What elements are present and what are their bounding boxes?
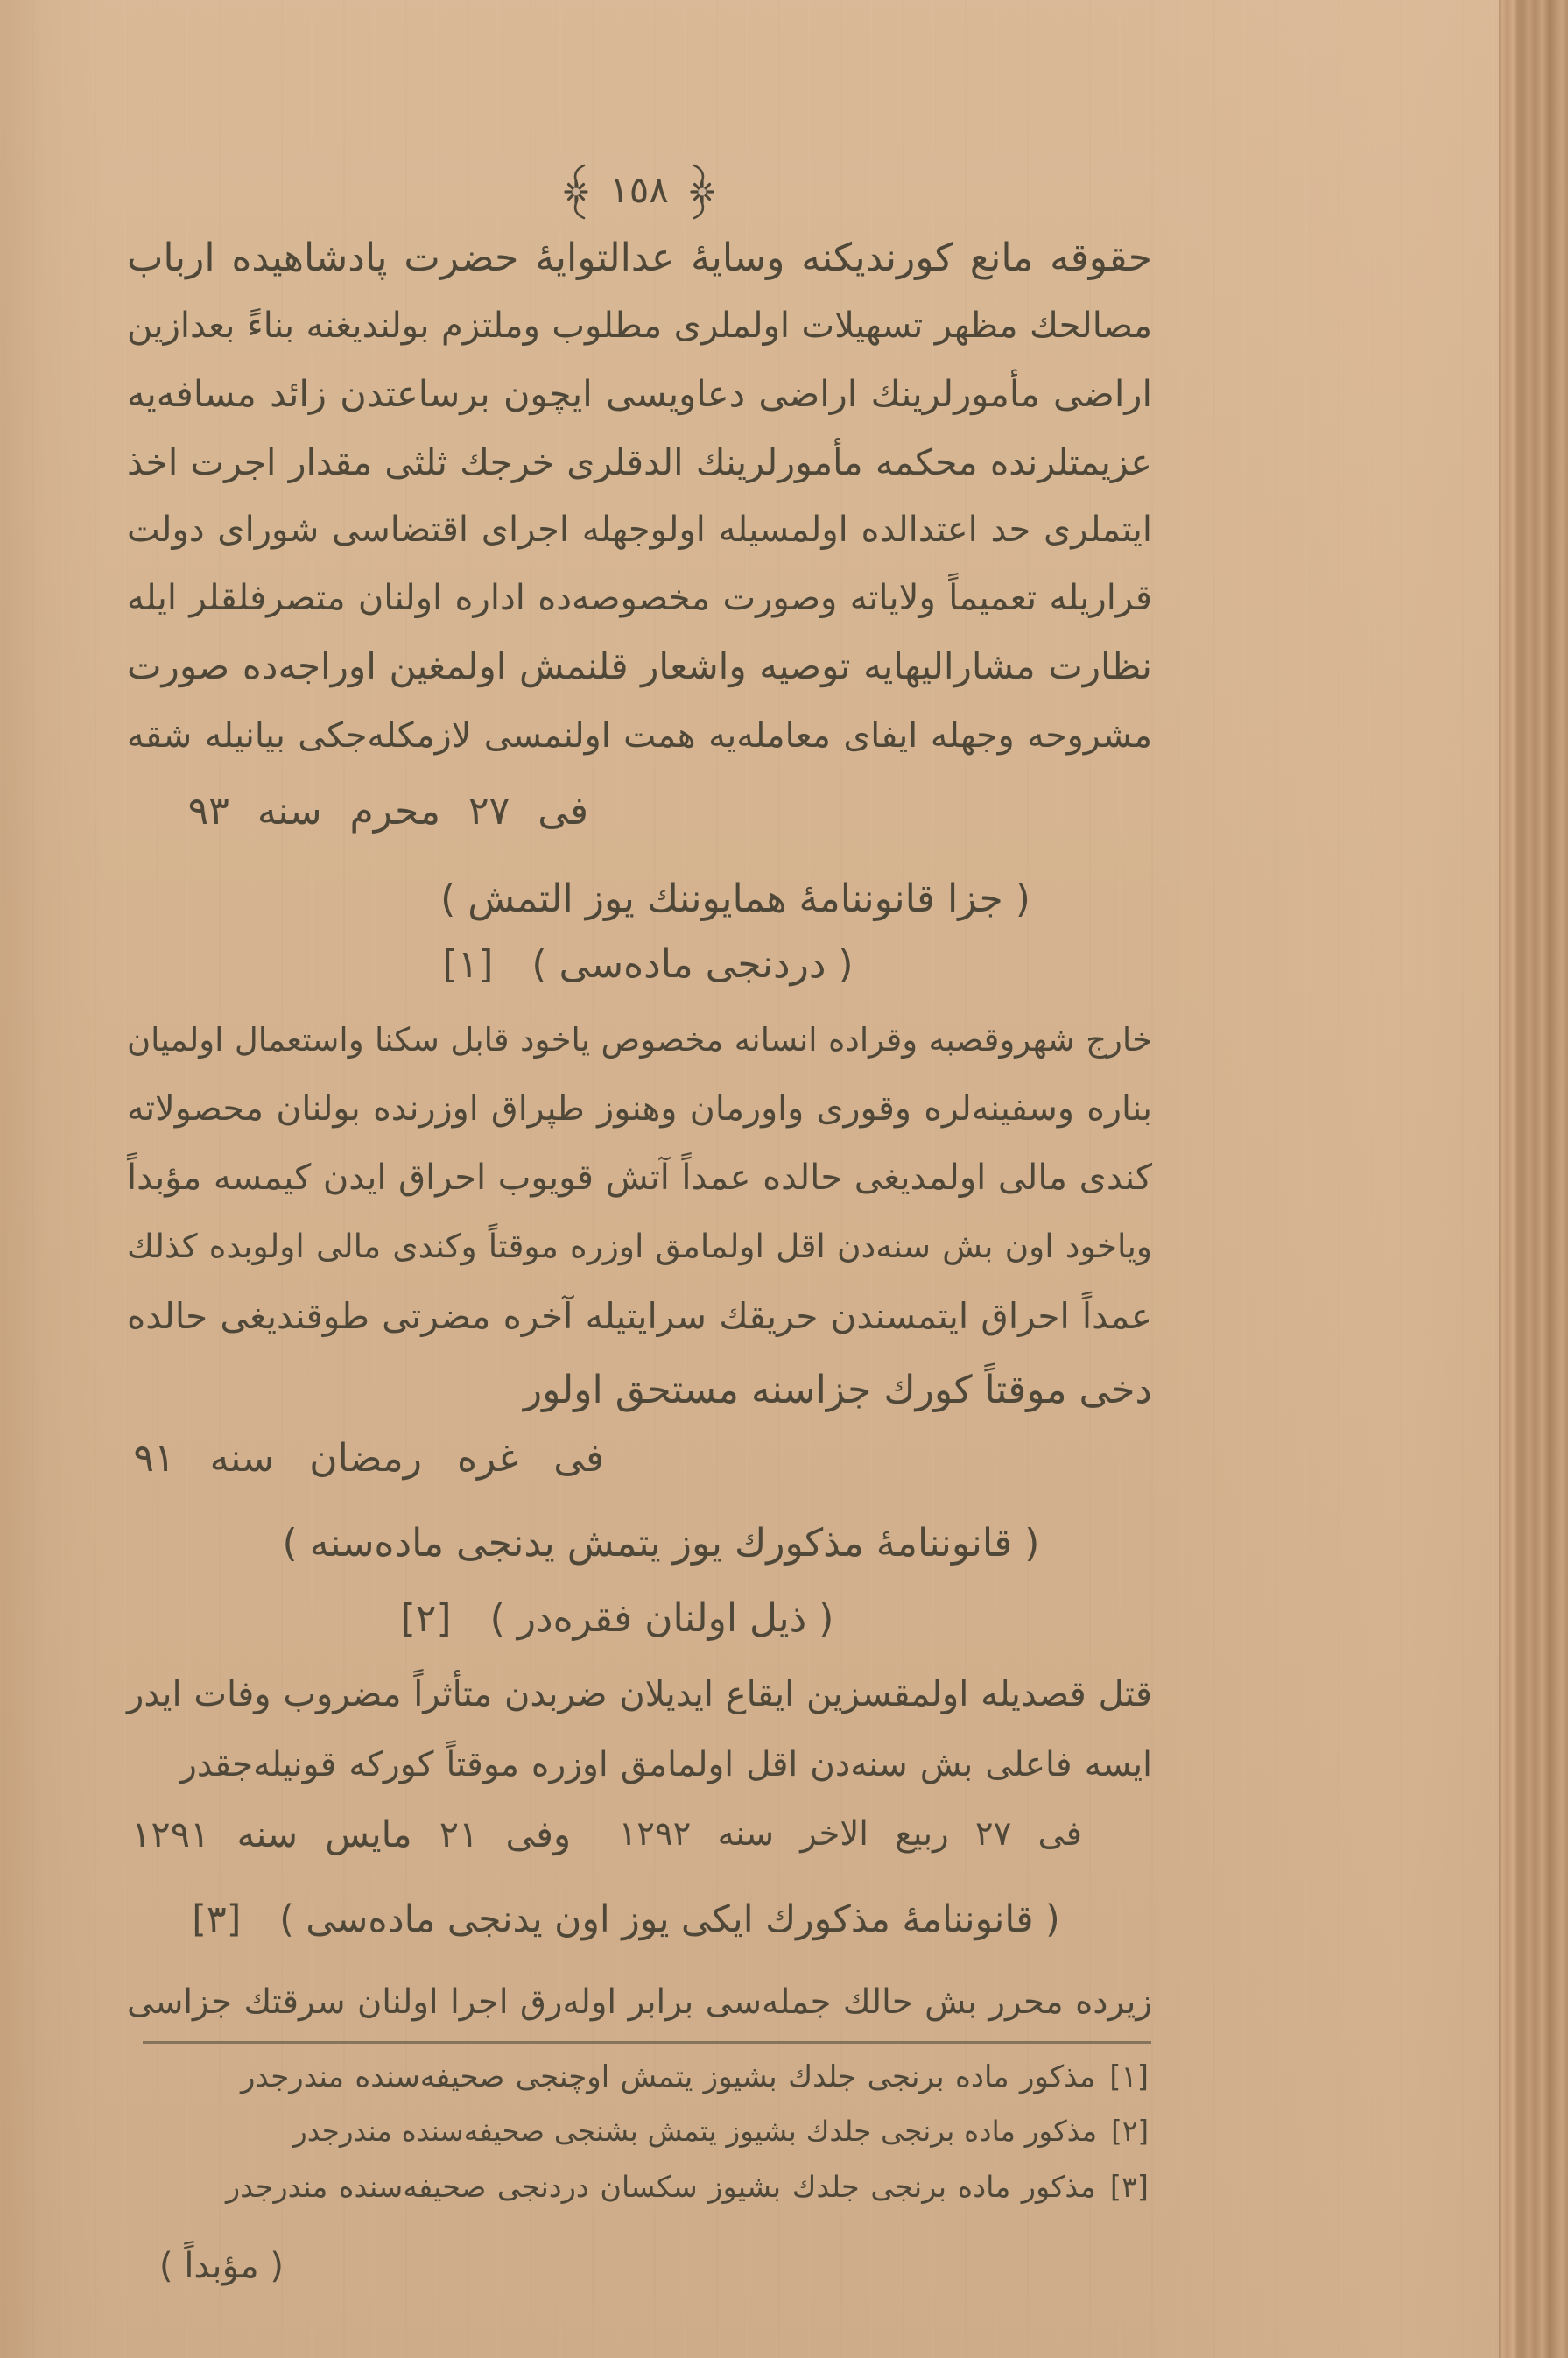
footnote-marker: [٢] — [1111, 2115, 1149, 2148]
footnote — [241, 2054, 1149, 2100]
section-heading-text: ( ذیل اولنان فقره‌در ) — [489, 1596, 834, 1641]
footnote — [226, 2164, 1149, 2210]
body-line: ویاخود اون بش سنه‌دن اقل اولمامق اوزره موقتاً وکندی مالی اولوبده کذلك — [127, 1227, 1152, 1265]
section-heading-text: ( دردنجی ماده‌سی ) — [531, 942, 854, 987]
body-line: عمداً احراق ایتمسندن حریقك سرایتیله آخره مضرتی طوقندیغی حالده — [127, 1295, 1152, 1337]
body-line: دخی موقتاً کورك جزاسنه مستحق اولور — [523, 1368, 1152, 1412]
body-line: ایتملری حد اعتدالده اولمسیله اولوجهله اجرای اقتضاسی شورای دولت — [127, 510, 1152, 550]
footnote-text: مذکور ماده برنجی جلدك بشیوز یتمش بشنجی صحیفه‌سنده مندرجدر — [293, 2115, 1098, 2148]
section-heading — [188, 1890, 1064, 1951]
body-line: عزیمتلرنده محکمه مأمورلرینك الدقلری خرجك ثلثی مقدار اجرت اخذ — [127, 441, 1152, 483]
section-heading — [179, 1588, 1055, 1650]
date-line: فی ٢٧ محرم سنه ٩٣ — [187, 789, 588, 834]
body-line: زیرده محرر بش حالك جمله‌سی برابر اوله‌رق اجرا اولنان سرقتك جزاسی — [127, 1982, 1152, 2022]
footnote-marker: [١] — [1109, 2059, 1149, 2094]
section-heading-text: ( قانوننامۀ مذکورك ایکی یوز اون یدنجی ماده‌سی ) — [279, 1898, 1060, 1941]
section-heading — [210, 934, 1086, 996]
page-number: ١٥٨ — [609, 168, 669, 211]
footnote — [293, 2108, 1149, 2154]
body-line: بناره وسفینه‌لره وقوری واورمان وهنوز طپراق اوزرنده بولنان محصولاته — [127, 1088, 1152, 1129]
section-heading — [298, 869, 1173, 930]
footnote-ref-marker: [٣] — [192, 1898, 242, 1941]
section-heading — [223, 1513, 1099, 1574]
body-line: قتل قصدیله اولمقسزین ایقاع ایدیلان ضربدن متأثراً مضروب وفات ایدر — [127, 1674, 1152, 1714]
footnote-separator-rule — [143, 2041, 1151, 2044]
body-line: ایسه فاعلی بش سنه‌دن اقل اولمامق اوزره موقتاً کورکه قونیله‌جقدر — [180, 1745, 1152, 1784]
body-line: قراریله تعمیماً ولایاته وصورت مخصوصه‌ده اداره اولنان متصرفلقلر ایله — [127, 578, 1152, 618]
body-line: نظارت مشارالیهایه توصیه واشعار قلنمش اولمغین اوراجه‌ده صورت — [127, 644, 1152, 687]
footnote-ref-marker: [١] — [442, 942, 494, 987]
section-heading-text: ( قانوننامۀ مذکورك یوز یتمش یدنجی ماده‌سنه ) — [282, 1521, 1040, 1566]
footnote-text: مذکور ماده برنجی جلدك بشیوز سکسان دردنجی صحیفه‌سنده مندرجدر — [226, 2170, 1096, 2204]
date-line: فی غره رمضان سنه ٩١ — [133, 1436, 604, 1481]
body-line: کندی مالی اولمدیغی حالده عمداً آتش قویوب احراق ایدن کیمسه مؤبداً — [127, 1158, 1152, 1198]
body-line: مصالحك مظهر تسهیلات اولملری مطلوب وملتزم بولندیغنه بناءً بعدازین — [127, 306, 1152, 346]
book-page-edges — [1499, 0, 1568, 2358]
floral-ornament-left-icon — [557, 163, 595, 221]
footnote-text: مذکور ماده برنجی جلدك بشیوز یتمش اوچنجی صحیفه‌سنده مندرجدر — [241, 2059, 1096, 2094]
body-line: خارج شهروقصبه وقراده انسانه مخصوص یاخود قابل سکنا واستعمال اولمیان — [127, 1021, 1152, 1059]
footnote-ref-marker: [٢] — [400, 1596, 452, 1641]
body-line: حقوقه مانع کورندیکنه وسایۀ عدالتوایۀ حضرت پادشاهیده ارباب — [127, 236, 1152, 280]
body-line: مشروحه وجهله ایفای معامله‌یه همت اولنمسی لازمکله‌جکی بیانیله شقه — [127, 715, 1152, 756]
body-line: اراضی مأمورلرینك اراضی دعاویسی ایچون برساعتدن زائد مسافه‌یه — [127, 372, 1152, 415]
floral-ornament-right-icon — [683, 163, 721, 221]
date-line-rumi: وفی ٢١ مایس سنه ١٢٩١ — [131, 1812, 571, 1855]
date-line-hijri: فی ٢٧ ربیع الاخر سنه ١٢٩٢ — [618, 1814, 1082, 1854]
section-heading-text: ( جزا قانوننامۀ همایوننك یوز التمش ) — [440, 876, 1030, 921]
footnote-marker: [٣] — [1109, 2170, 1149, 2204]
catchword: ( مؤبداً ) — [159, 2246, 284, 2286]
